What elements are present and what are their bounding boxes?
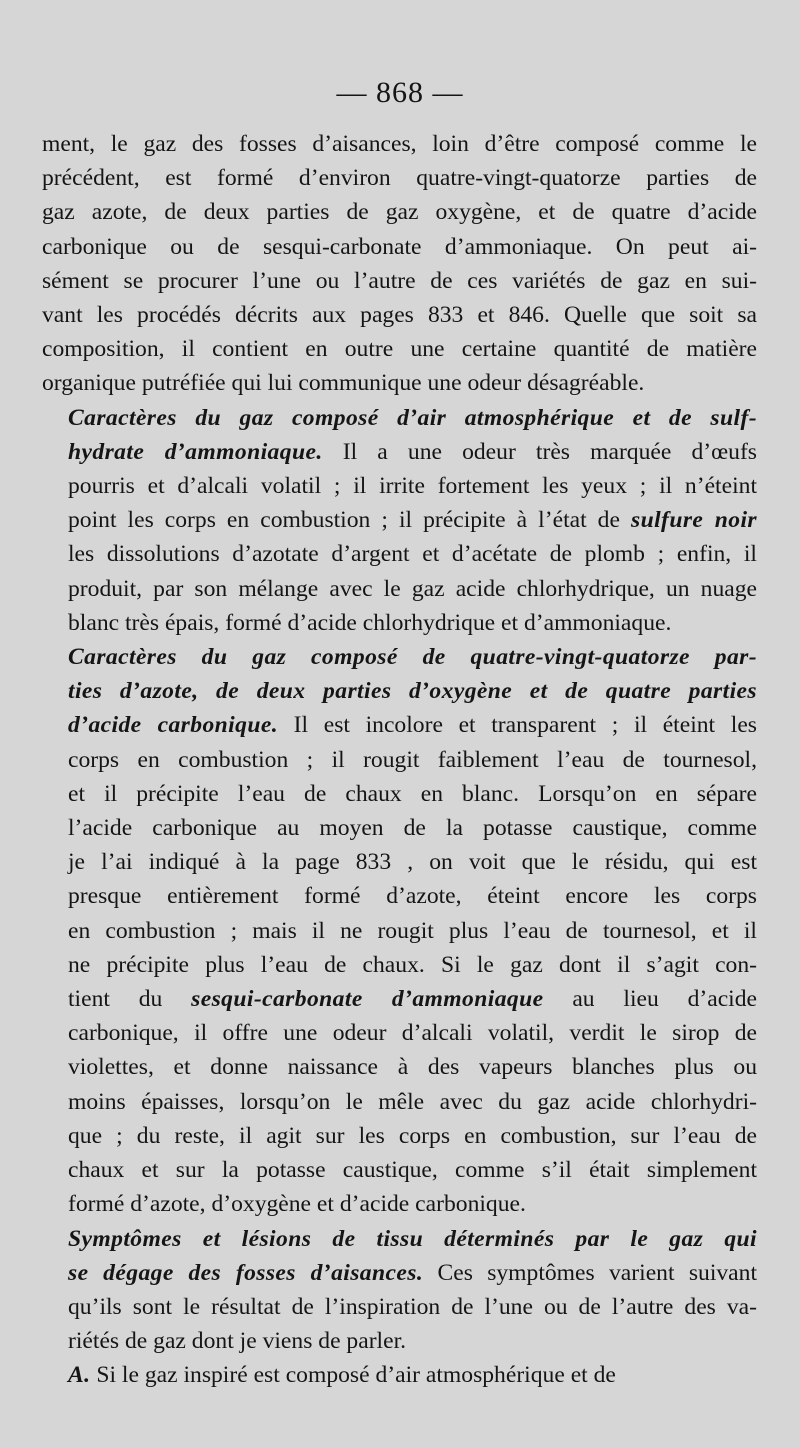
- text-line: [42, 948, 757, 982]
- text-run: les dissolutions d’azotate d’argent et d’acétate de plomb ; enfin, il: [68, 541, 757, 568]
- text-run: riétés de gaz dont je viens de parler.: [68, 1328, 407, 1355]
- text-line: [42, 1016, 757, 1050]
- italic-run: sulfure noir: [631, 507, 757, 534]
- text-line: [42, 537, 757, 571]
- text-run: je l’ai indiqué à la page 833 , on voit que le résidu, qui est: [68, 849, 757, 876]
- italic-run: Caractères du gaz composé de quatre-vingt-quatorze par-: [68, 644, 757, 671]
- italic-run: ties d’azote, de deux parties d’oxygène et de quatre parties: [68, 678, 757, 705]
- text-run: point les corps en combustion ; il précipite à l’état de: [68, 507, 631, 534]
- text-run: vant les procédés décrits aux pages 833 et 846. Quelle que soit sa: [42, 302, 757, 329]
- text-line: [42, 1187, 757, 1221]
- text-run: moins épaisses, lorsqu’on le mêle avec du gaz acide chlorhydri-: [68, 1088, 757, 1115]
- paragraph: [42, 1358, 757, 1392]
- text-line: [42, 1290, 757, 1324]
- text-run: précédent, est formé d’environ quatre-vingt-quatorze parties de: [42, 165, 757, 192]
- text-run: tient du: [68, 986, 192, 1013]
- italic-run: A.: [68, 1362, 91, 1389]
- text-run: carbonique, il offre une odeur d’alcali volatil, verdit le sirop de: [68, 1020, 757, 1047]
- text-run: blanc très épais, formé d’acide chlorhydrique et d’ammoniaque.: [68, 609, 672, 636]
- text-run: Il a une odeur très marquée d’œufs: [322, 438, 757, 465]
- body-text: [42, 127, 757, 1393]
- paragraph: [42, 1222, 757, 1359]
- text-run: ment, le gaz des fosses d’aisances, loin d’être composé comme le: [42, 131, 757, 157]
- text-run: presque entièrement formé d’azote, éteint encore les corps: [68, 883, 757, 910]
- text-line: [42, 982, 757, 1016]
- text-line: [42, 811, 757, 845]
- text-line: [42, 674, 757, 708]
- text-line: [42, 1324, 757, 1358]
- text-line: [42, 777, 757, 811]
- text-line: [42, 708, 757, 742]
- text-run: sément se procurer l’une ou l’autre de ces variétés de gaz en sui-: [42, 267, 757, 294]
- text-run: qu’ils sont le résultat de l’inspiration de l’une ou de l’autre des va-: [68, 1293, 757, 1320]
- text-run: et il précipite l’eau de chaux en blanc. Lorsqu’on en sépare: [68, 780, 757, 807]
- text-line: [42, 366, 757, 400]
- paragraph: [42, 127, 757, 401]
- text-line: [42, 572, 757, 606]
- page-number: — 868 —: [336, 76, 464, 109]
- text-line: [42, 469, 757, 503]
- text-run: chaux et sur la potasse caustique, comme s’il était simplement: [68, 1157, 757, 1184]
- text-run: Si le gaz inspiré est composé d’air atmosphérique et de: [90, 1362, 616, 1389]
- text-line: [42, 1153, 757, 1187]
- paragraph: [42, 401, 757, 640]
- text-run: Il est incolore et transparent ; il éteint les: [278, 712, 757, 739]
- text-line: [42, 879, 757, 913]
- text-run: carbonique ou de sesqui-carbonate d’ammoniaque. On peut ai-: [42, 233, 757, 260]
- italic-run: Symptômes et lésions de tissu déterminés par le gaz qui: [68, 1225, 757, 1252]
- italic-run: hydrate d’ammoniaque.: [68, 438, 323, 465]
- paragraph: [42, 640, 757, 1221]
- text-run: produit, par son mélange avec le gaz acide chlorhydrique, un nuage: [68, 575, 757, 602]
- italic-run: Caractères du gaz composé d’air atmosphérique et de sulf-: [68, 404, 757, 431]
- text-run: gaz azote, de deux parties de gaz oxygène, et de quatre d’acide: [42, 199, 757, 226]
- text-line: [42, 1050, 757, 1084]
- text-line: [42, 606, 757, 640]
- text-line: [42, 332, 757, 366]
- italic-run: se dégage des fosses d’aisances.: [68, 1259, 424, 1286]
- text-run: ne précipite plus l’eau de chaux. Si le gaz dont il s’agit con-: [68, 951, 757, 978]
- text-line: [42, 743, 757, 777]
- text-line: [42, 298, 757, 332]
- text-run: que ; du reste, il agit sur les corps en combustion, sur l’eau de: [68, 1122, 757, 1149]
- text-line: [42, 503, 757, 537]
- italic-run: sesqui-carbonate d’ammoniaque: [191, 986, 544, 1013]
- text-line: [42, 1119, 757, 1153]
- text-run: violettes, et donne naissance à des vapeurs blanches plus ou: [68, 1054, 757, 1081]
- text-line: [42, 1256, 757, 1290]
- text-run: Ces symptômes varient suivant: [423, 1259, 757, 1286]
- text-run: au lieu d’acide: [543, 986, 757, 1013]
- text-line: [42, 1358, 757, 1392]
- text-run: en combustion ; mais il ne rougit plus l’eau de tournesol, et il: [68, 917, 757, 944]
- text-line: [42, 195, 757, 229]
- text-line: [42, 161, 757, 195]
- text-line: [42, 230, 757, 264]
- text-run: composition, il contient en outre une certaine quantité de matière: [42, 336, 757, 363]
- text-line: [42, 845, 757, 879]
- text-line: [42, 914, 757, 948]
- text-run: formé d’azote, d’oxygène et d’acide carbonique.: [68, 1191, 526, 1218]
- text-line: [42, 401, 757, 435]
- text-line: [42, 1222, 757, 1256]
- text-line: [42, 264, 757, 298]
- italic-run: d’acide carbonique.: [68, 712, 279, 739]
- text-line: [42, 435, 757, 469]
- text-run: l’acide carbonique au moyen de la potasse caustique, comme: [68, 815, 757, 842]
- text-run: pourris et d’alcali volatil ; il irrite fortement les yeux ; il n’éteint: [68, 473, 757, 500]
- text-line: [42, 127, 757, 161]
- text-run: corps en combustion ; il rougit faiblement l’eau de tournesol,: [68, 746, 757, 773]
- text-line: [42, 640, 757, 674]
- text-run: organique putréfiée qui lui communique une odeur désagréable.: [42, 370, 645, 397]
- text-line: [42, 1085, 757, 1119]
